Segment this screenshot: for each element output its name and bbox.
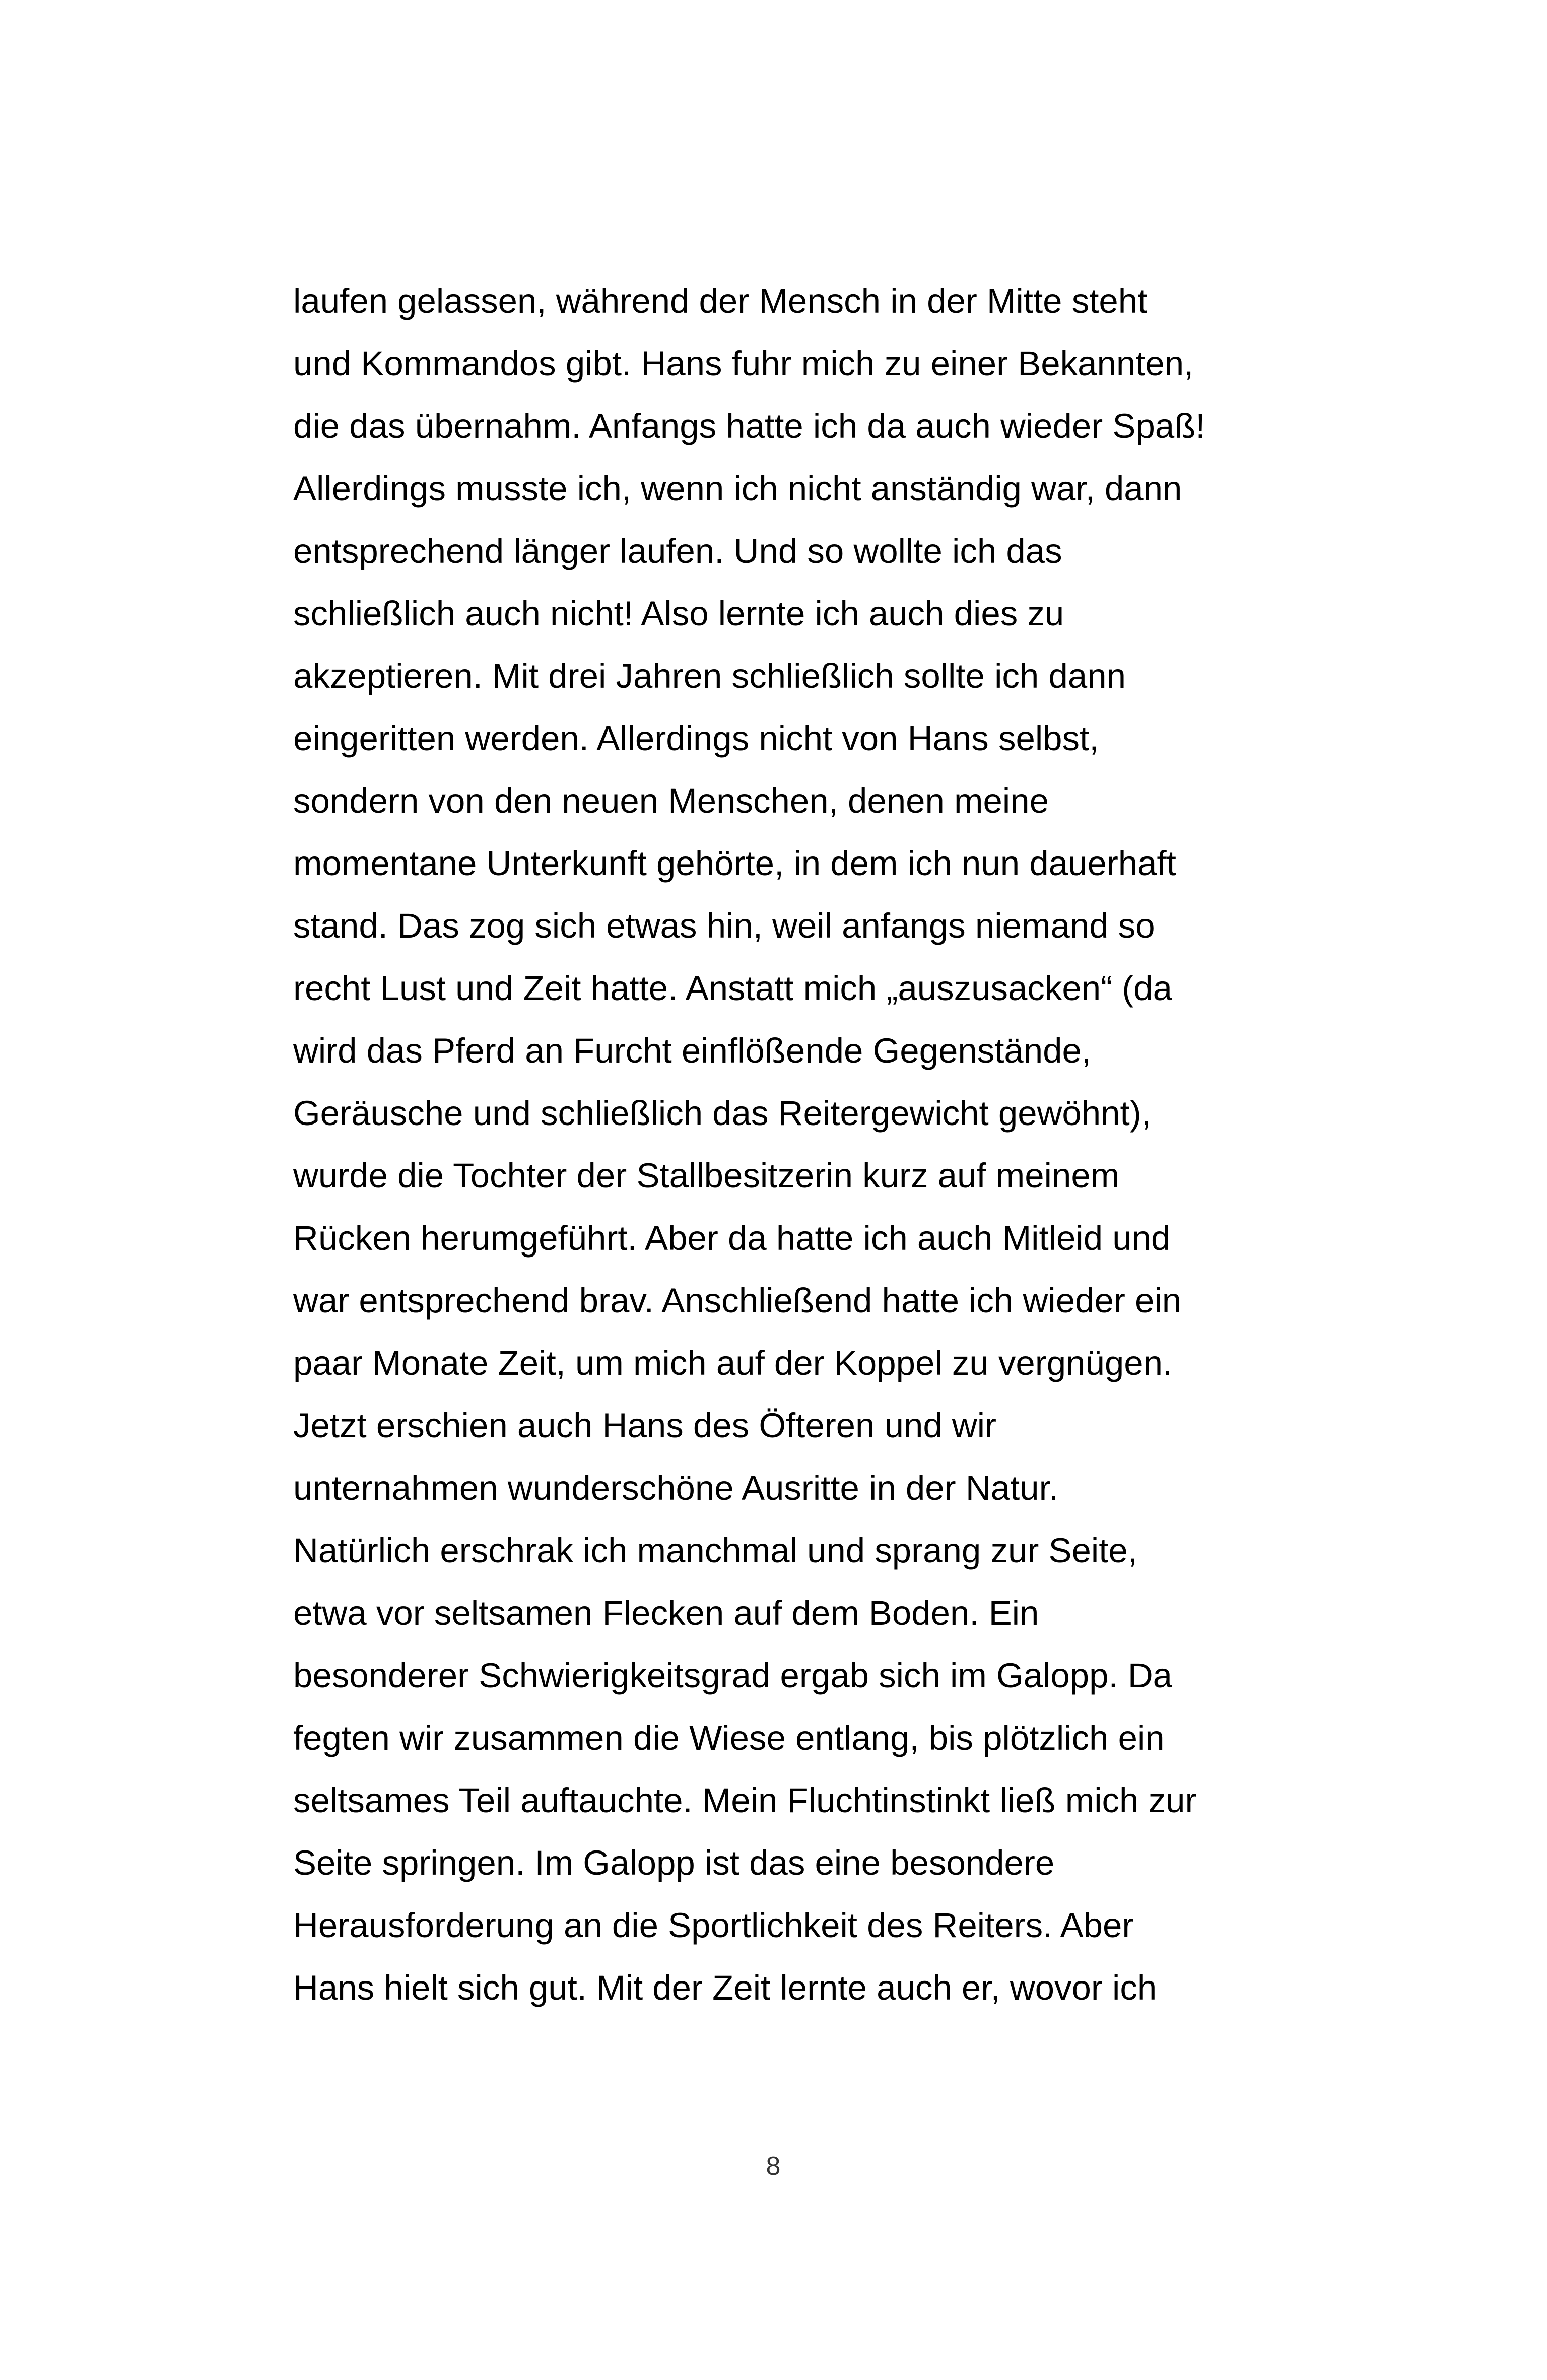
text-line: die das übernahm. Anfangs hatte ich da auch wieder Spaß! [293, 407, 1205, 445]
text-line: Herausforderung an die Sportlichkeit des Reiters. Aber [293, 1906, 1134, 1945]
text-line: wurde die Tochter der Stallbesitzerin kurz auf meinem [293, 1156, 1120, 1195]
text-line: laufen gelassen, während der Mensch in der Mitte steht [293, 282, 1148, 320]
text-line: paar Monate Zeit, um mich auf der Koppel zu vergnügen. [293, 1344, 1173, 1382]
text-line: Seite springen. Im Galopp ist das eine besondere [293, 1843, 1055, 1882]
text-line: Allerdings musste ich, wenn ich nicht anständig war, dann [293, 469, 1182, 508]
text-line: akzeptieren. Mit drei Jahren schließlich sollte ich dann [293, 656, 1126, 695]
text-line: seltsames Teil auftauchte. Mein Fluchtinstinkt ließ mich zur [293, 1781, 1197, 1820]
text-line: schließlich auch nicht! Also lernte ich auch dies zu [293, 594, 1064, 633]
page-number: 8 [766, 2152, 781, 2181]
text-line: sondern von den neuen Menschen, denen meine [293, 781, 1049, 820]
text-line: Natürlich erschrak ich manchmal und sprang zur Seite, [293, 1531, 1137, 1570]
body-text [293, 276, 1275, 2025]
text-line: eingeritten werden. Allerdings nicht von Hans selbst, [293, 719, 1099, 758]
text-line: Jetzt erschien auch Hans des Öfteren und wir [293, 1406, 997, 1445]
text-line: unternahmen wunderschöne Ausritte in der Natur. [293, 1469, 1058, 1507]
text-line: Hans hielt sich gut. Mit der Zeit lernte auch er, wovor ich [293, 1968, 1157, 2007]
text-line: wird das Pferd an Furcht einflößende Gegenstände, [293, 1031, 1092, 1070]
text-line: entsprechend länger laufen. Und so wollte ich das [293, 532, 1062, 570]
text-line: momentane Unterkunft gehörte, in dem ich nun dauerhaft [293, 844, 1176, 883]
text-line: besonderer Schwierigkeitsgrad ergab sich im Galopp. Da [293, 1656, 1173, 1695]
text-line: fegten wir zusammen die Wiese entlang, bis plötzlich ein [293, 1718, 1165, 1757]
text-line: und Kommandos gibt. Hans fuhr mich zu einer Bekannten, [293, 344, 1194, 383]
text-line: etwa vor seltsamen Flecken auf dem Boden. Ein [293, 1594, 1039, 1632]
text-line: Rücken herumgeführt. Aber da hatte ich auch Mitleid und [293, 1219, 1171, 1258]
text-line: stand. Das zog sich etwas hin, weil anfangs niemand so [293, 906, 1155, 945]
text-line: Geräusche und schließlich das Reitergewicht gewöhnt), [293, 1094, 1151, 1133]
text-line: recht Lust und Zeit hatte. Anstatt mich „auszusacken“ (da [293, 969, 1173, 1008]
text-line: war entsprechend brav. Anschließend hatte ich wieder ein [293, 1281, 1182, 1320]
